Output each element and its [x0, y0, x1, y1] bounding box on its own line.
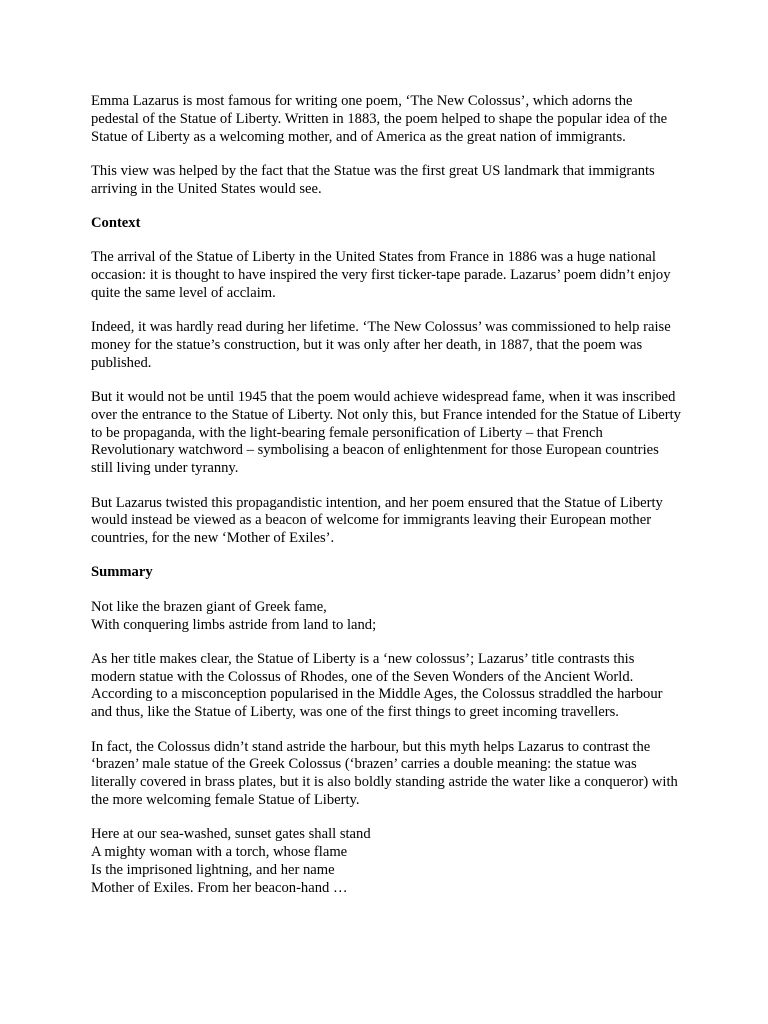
poem-excerpt-1: Not like the brazen giant of Greek fame, With conquering limbs astride from land to land;	[91, 598, 377, 633]
heading-context: Context	[91, 214, 141, 231]
paragraph-arrival: The arrival of the Statue of Liberty in the United States from France in 1886 was a huge national occasion: it is thought to have inspired the very first ticker-tape parade. Lazarus’ poem didn’t enjoy quite the same level of acclaim.	[91, 249, 671, 301]
paragraph-myth: In fact, the Colossus didn’t stand astride the harbour, but this myth helps Lazarus to contrast the ‘brazen’ male statue of the Greek Colossus (‘brazen’ carries a double meaning: the statue was literally covered in brass plates, but it is also boldly standing astride the water like a conqueror) with the more welcoming female Statue of Liberty.	[91, 738, 678, 808]
paragraph-lifetime: Indeed, it was hardly read during her lifetime. ‘The New Colossus’ was commissioned to help raise money for the statue’s construction, but it was only after her death, in 1887, that the poem was published.	[91, 319, 671, 371]
paragraph-propaganda: But Lazarus twisted this propagandistic intention, and her poem ensured that the Statue of Liberty would instead be viewed as a beacon of welcome for immigrants leaving their European mother countries, for the new ‘Mother of Exiles’.	[91, 494, 663, 547]
poem-excerpt-2: Here at our sea-washed, sunset gates shall stand A mighty woman with a torch, whose flame Is the imprisoned lightning, and her name Mother of Exiles. From her beacon-hand …	[91, 826, 371, 896]
paragraph-intro: Emma Lazarus is most famous for writing one poem, ‘The New Colossus’, which adorns the pedestal of the Statue of Liberty. Written in 1883, the poem helped to shape the popular idea of the Statue of Liberty as a welcoming mother, and of America as the great nation of immigrants.	[91, 93, 668, 145]
document-page	[91, 93, 681, 914]
heading-summary: Summary	[91, 564, 153, 581]
paragraph-1945: But it would not be until 1945 that the poem would achieve widespread fame, when it was inscribed over the entrance to the Statue of Liberty. Not only this, but France intended for the Statue of Liberty to be propaganda, with the light-bearing female personification of Liberty – that French Revolutionary watchword – symbolising a beacon of enlightenment for those European countries still living under tyranny.	[91, 389, 681, 477]
paragraph-title: As her title makes clear, the Statue of Liberty is a ‘new colossus’; Lazarus’ title contrasts this modern statue with the Colossus of Rhodes, one of the Seven Wonders of the Ancient World. According to a misconception popularised in the Middle Ages, the Colossus straddled the harbour and thus, like the Statue of Liberty, was one of the first things to greet incoming travellers.	[91, 650, 663, 721]
paragraph-view: This view was helped by the fact that the Statue was the first great US landmark that immigrants arriving in the United States would see.	[91, 162, 655, 197]
